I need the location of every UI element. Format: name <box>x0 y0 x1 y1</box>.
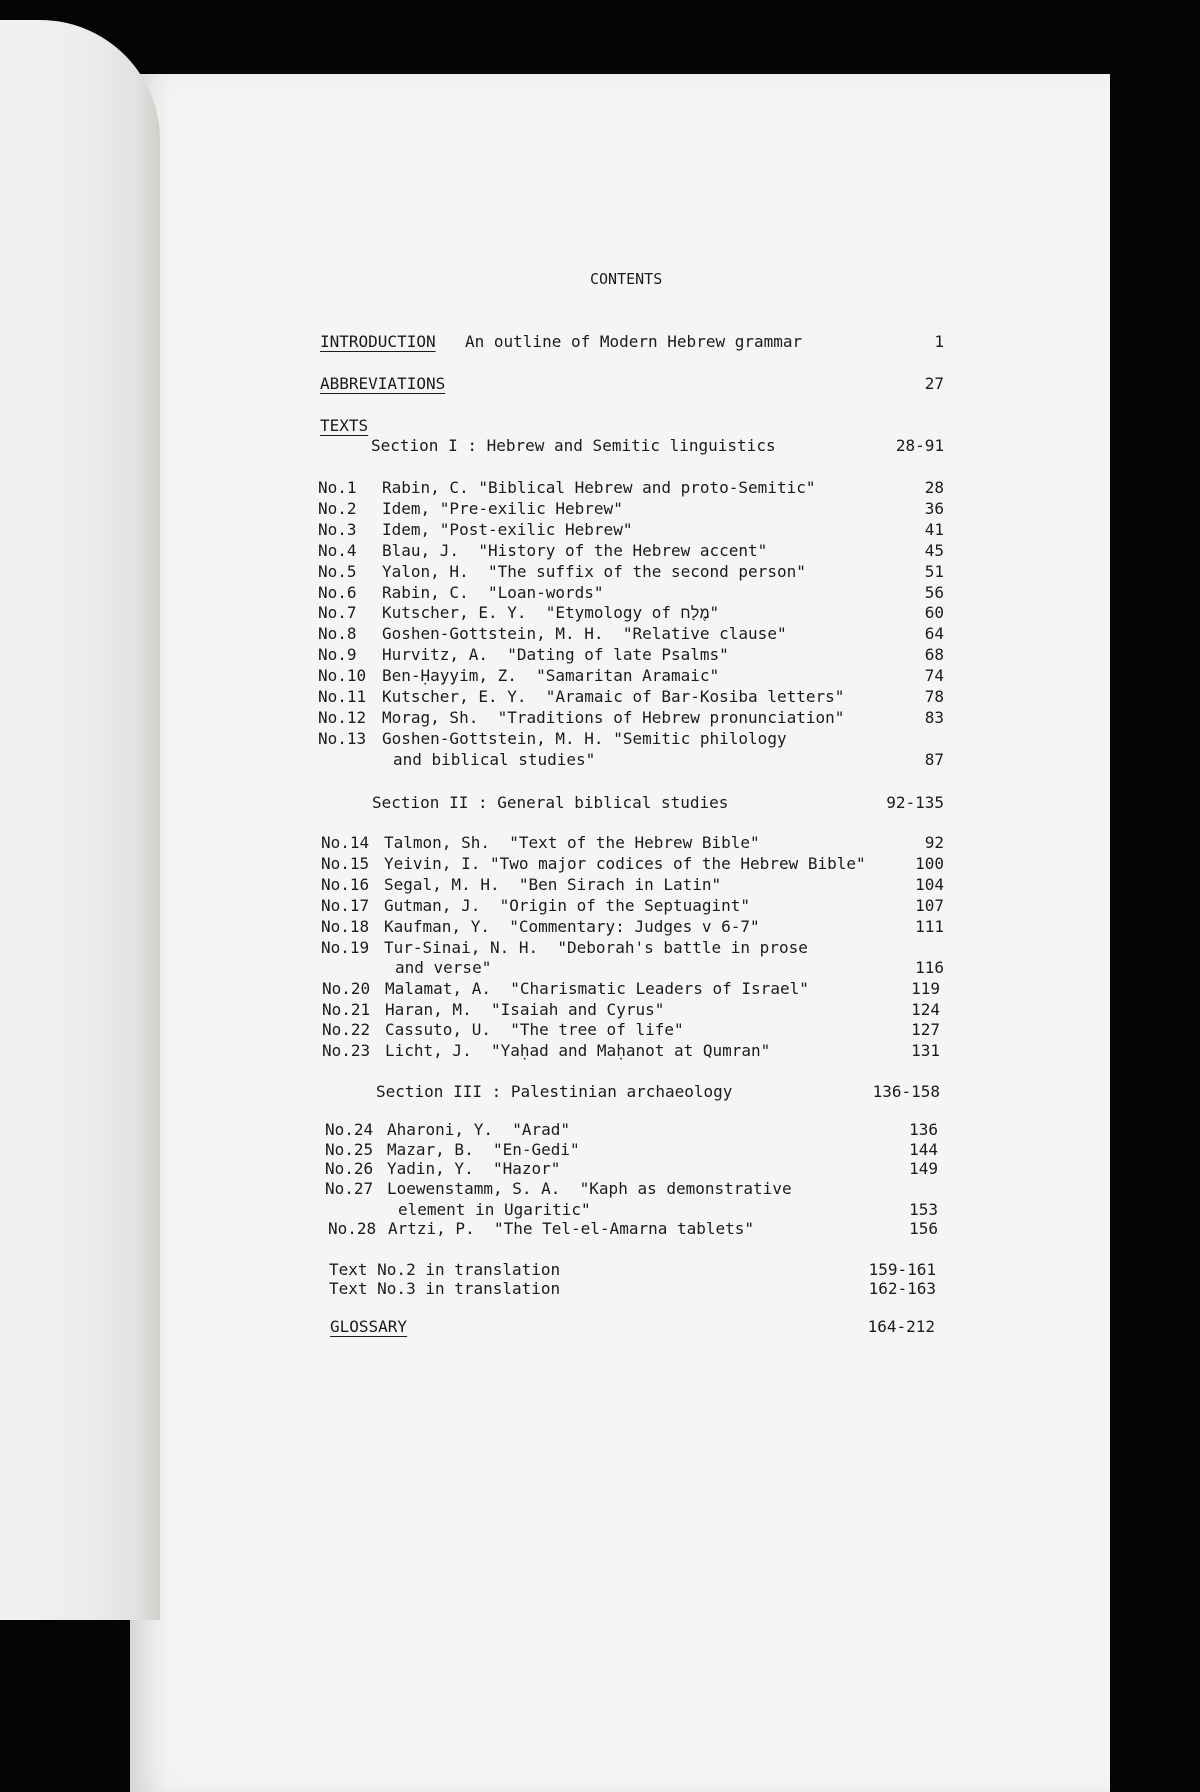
entry-page: 136 <box>909 1120 938 1139</box>
entry-number: No.16 <box>321 874 370 894</box>
entry-page: 36 <box>924 498 944 518</box>
entry-title: Licht, J. "Yaḥad and Maḥanot at Qumran" <box>385 1040 771 1060</box>
entry-number: No.10 <box>318 666 367 686</box>
entry-number: No.27 <box>325 1178 374 1198</box>
entry-page: 74 <box>924 666 944 686</box>
entry-number: No.13 <box>318 728 367 748</box>
entry-page: 28 <box>924 478 944 497</box>
entry-title: Loewenstamm, S. A. "Kaph as demonstrative <box>387 1178 792 1198</box>
glossary-pages: 164-212 <box>867 1317 935 1336</box>
entry-number: No.23 <box>322 1040 371 1060</box>
entry-number: No.18 <box>321 916 370 936</box>
entry-page: 56 <box>924 582 944 602</box>
entry-number: No.24 <box>325 1120 374 1139</box>
entry-title: Goshen-Gottstein, M. H. "Semitic philology <box>382 728 787 748</box>
entry-number: No.6 <box>318 582 357 602</box>
entry-number: No.12 <box>318 707 367 727</box>
entry-number: No.22 <box>322 1020 371 1040</box>
entry-number: No.5 <box>318 561 357 581</box>
entry-number: No.2 <box>318 498 357 518</box>
entry-page: 131 <box>911 1040 940 1060</box>
entry-title: Cassuto, U. "The tree of life" <box>385 1020 684 1040</box>
section-3-pages: 136-158 <box>872 1082 940 1101</box>
abbreviations-page: 27 <box>924 374 944 393</box>
entry-number: No.26 <box>325 1159 374 1178</box>
entry-19-page: 116 <box>915 958 944 977</box>
entry-page: 104 <box>915 874 944 894</box>
translation-pages: 159-161 <box>868 1260 936 1279</box>
section-1-pages: 28-91 <box>895 436 944 455</box>
entry-number: No.4 <box>318 540 357 560</box>
entry-title: Talmon, Sh. "Text of the Hebrew Bible" <box>384 833 760 852</box>
entry-number: No.9 <box>318 645 357 665</box>
entry-number: No.15 <box>321 853 370 873</box>
entry-page: 83 <box>924 707 944 727</box>
entry-title: Segal, M. H. "Ben Sirach in Latin" <box>384 874 722 894</box>
entry-page: 45 <box>924 540 944 560</box>
entry-page: 64 <box>924 624 944 644</box>
section-2-pages: 92-135 <box>886 793 944 812</box>
entry-number: No.1 <box>318 478 357 497</box>
entry-page: 124 <box>911 999 940 1019</box>
intro-label: INTRODUCTION <box>320 332 436 351</box>
entry-27-page: 153 <box>909 1200 938 1219</box>
entry-page: 156 <box>909 1219 938 1238</box>
entry-title: Malamat, A. "Charismatic Leaders of Israel" <box>385 979 809 998</box>
entry-title: Kutscher, E. Y. "Aramaic of Bar-Kosiba letters" <box>382 687 845 706</box>
entry-title: Idem, "Pre-exilic Hebrew" <box>382 498 623 518</box>
entry-number: No.17 <box>321 895 370 915</box>
entry-13-page: 87 <box>924 750 944 769</box>
entry-page: 41 <box>924 519 944 539</box>
page-title: CONTENTS <box>590 270 663 288</box>
entry-title: Gutman, J. "Origin of the Septuagint" <box>384 895 751 915</box>
entry-page: 149 <box>909 1159 938 1178</box>
entry-13-continuation: and biblical studies" <box>393 750 596 769</box>
entry-page: 60 <box>924 603 944 623</box>
translation-pages: 162-163 <box>868 1279 936 1298</box>
entry-number: No.19 <box>321 937 370 957</box>
entry-page: 100 <box>915 853 944 873</box>
entry-title: Hurvitz, A. "Dating of late Psalms" <box>382 645 729 665</box>
texts-label: TEXTS <box>320 416 369 435</box>
entry-title: Morag, Sh. "Traditions of Hebrew pronunciation" <box>382 707 845 727</box>
section-2-title: Section II : General biblical studies <box>372 793 729 812</box>
entry-number: No.11 <box>318 687 367 706</box>
entry-number: No.28 <box>328 1219 377 1238</box>
entry-page: 119 <box>911 979 940 998</box>
entry-title: Mazar, B. "En-Gedi" <box>387 1139 580 1159</box>
entry-title: Yalon, H. "The suffix of the second person" <box>382 561 806 581</box>
entry-title: Yeivin, I. "Two major codices of the Hebrew Bible" <box>384 853 866 873</box>
entry-19-continuation: and verse" <box>395 958 492 977</box>
entry-page: 127 <box>911 1020 940 1040</box>
entry-page: 51 <box>924 561 944 581</box>
entry-page: 68 <box>924 645 944 665</box>
entry-page: 111 <box>915 916 944 936</box>
entry-number: No.14 <box>321 833 370 852</box>
entry-title: Rabin, C. "Biblical Hebrew and proto-Semitic" <box>382 478 816 497</box>
translation-title: Text No.2 in translation <box>329 1260 561 1279</box>
entry-title: Kutscher, E. Y. "Etymology of מֶלַח" <box>382 603 720 623</box>
entry-page: 144 <box>909 1139 938 1159</box>
entry-page: 78 <box>924 687 944 706</box>
entry-title: Ben-Ḥayyim, Z. "Samaritan Aramaic" <box>382 666 720 686</box>
entry-title: Yadin, Y. "Hazor" <box>387 1159 561 1178</box>
entry-title: Kaufman, Y. "Commentary: Judges v 6-7" <box>384 916 760 936</box>
entry-number: No.8 <box>318 624 357 644</box>
intro-text: An outline of Modern Hebrew grammar <box>465 332 803 351</box>
entry-number: No.21 <box>322 999 371 1019</box>
entry-number: No.20 <box>322 979 371 998</box>
entry-title: Rabin, C. "Loan-words" <box>382 582 604 602</box>
entry-title: Idem, "Post-exilic Hebrew" <box>382 519 633 539</box>
entry-number: No.3 <box>318 519 357 539</box>
entry-number: No.25 <box>325 1139 374 1159</box>
entry-page: 92 <box>924 833 944 852</box>
section-1-title: Section I : Hebrew and Semitic linguistics <box>371 436 776 455</box>
intro-page: 1 <box>934 332 944 351</box>
translation-title: Text No.3 in translation <box>329 1279 561 1298</box>
entry-title: Artzi, P. "The Tel-el-Amarna tablets" <box>388 1219 755 1238</box>
entry-title: Tur-Sinai, N. H. "Deborah's battle in prose <box>384 937 808 957</box>
entry-page: 107 <box>915 895 944 915</box>
entry-title: Blau, J. "History of the Hebrew accent" <box>382 540 768 560</box>
entry-number: No.7 <box>318 603 357 623</box>
glossary-label: GLOSSARY <box>330 1317 408 1336</box>
abbreviations-label: ABBREVIATIONS <box>320 374 446 393</box>
entry-title: Aharoni, Y. "Arad" <box>387 1120 571 1139</box>
entry-title: Haran, M. "Isaiah and Cyrus" <box>385 999 665 1019</box>
entry-27-continuation: element in Ugaritic" <box>398 1200 591 1219</box>
section-3-title: Section III : Palestinian archaeology <box>376 1082 733 1101</box>
entry-title: Goshen-Gottstein, M. H. "Relative clause" <box>382 624 787 644</box>
